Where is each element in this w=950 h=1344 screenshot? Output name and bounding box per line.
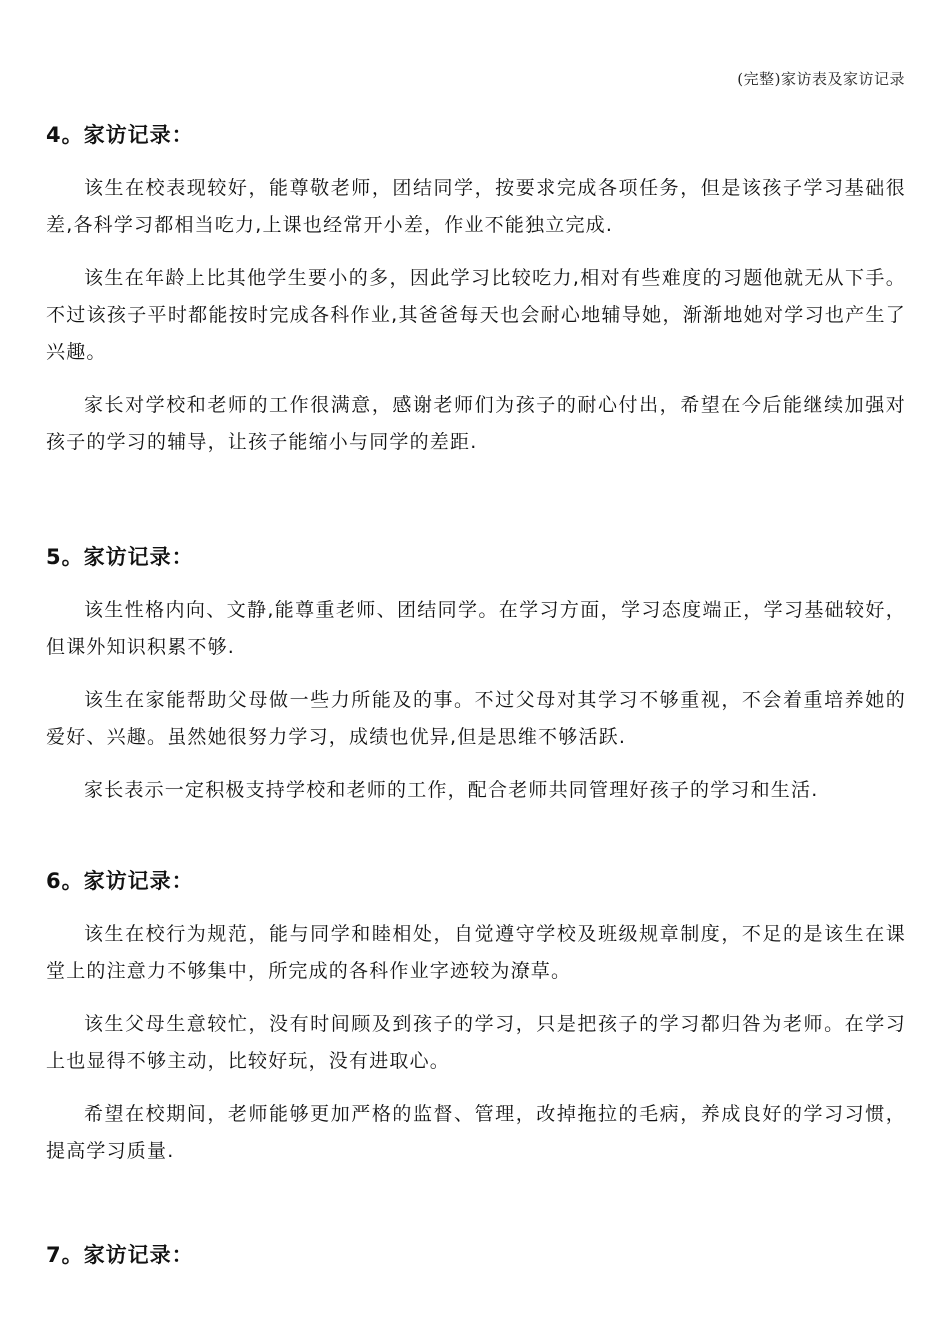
section-title: 5。家访记录： [46, 545, 194, 569]
record-section-4 [46, 120, 906, 461]
record-section-6 [46, 866, 906, 1170]
paragraph: 该生在年龄上比其他学生要小的多，因此学习比较吃力,相对有些难度的习题他就无从下手。不过该孩子平时都能按时完成各科作业,其爸爸每天也会耐心地辅导她，渐渐地她对学习也产生了兴趣。 [46, 267, 906, 363]
section-title: 7。家访记录： [46, 1243, 194, 1267]
paragraph: 希望在校期间，老师能够更加严格的监督、管理，改掉拖拉的毛病，养成良好的学习习惯，提高学习质量. [46, 1103, 906, 1162]
document-header: (完整)家访表及家访记录 [737, 70, 905, 88]
paragraph: 家长表示一定积极支持学校和老师的工作，配合老师共同管理好孩子的学习和生活. [84, 779, 819, 801]
paragraph: 家长对学校和老师的工作很满意，感谢老师们为孩子的耐心付出，希望在今后能继续加强对孩子的学习的辅导，让孩子能缩小与同学的差距. [46, 394, 906, 453]
paragraph: 该生在家能帮助父母做一些力所能及的事。不过父母对其学习不够重视，不会着重培养她的爱好、兴趣。虽然她很努力学习，成绩也优异,但是思维不够活跃. [46, 689, 906, 748]
section-title: 4。家访记录： [46, 123, 194, 147]
paragraph: 该生性格内向、文静,能尊重老师、团结同学。在学习方面，学习态度端正，学习基础较好，但课外知识积累不够. [46, 599, 906, 658]
paragraph: 该生在校行为规范，能与同学和睦相处，自觉遵守学校及班级规章制度，不足的是该生在课堂上的注意力不够集中，所完成的各科作业字迹较为潦草。 [46, 923, 906, 982]
section-title: 6。家访记录： [46, 869, 194, 893]
paragraph: 该生在校表现较好，能尊敬老师，团结同学，按要求完成各项任务，但是该孩子学习基础很差,各科学习都相当吃力,上课也经常开小差，作业不能独立完成. [46, 177, 906, 236]
paragraph: 该生父母生意较忙，没有时间顾及到孩子的学习，只是把孩子的学习都归咎为老师。在学习上也显得不够主动，比较好玩，没有进取心。 [46, 1013, 906, 1072]
record-section-5 [46, 542, 906, 809]
record-section-7 [46, 1240, 906, 1270]
